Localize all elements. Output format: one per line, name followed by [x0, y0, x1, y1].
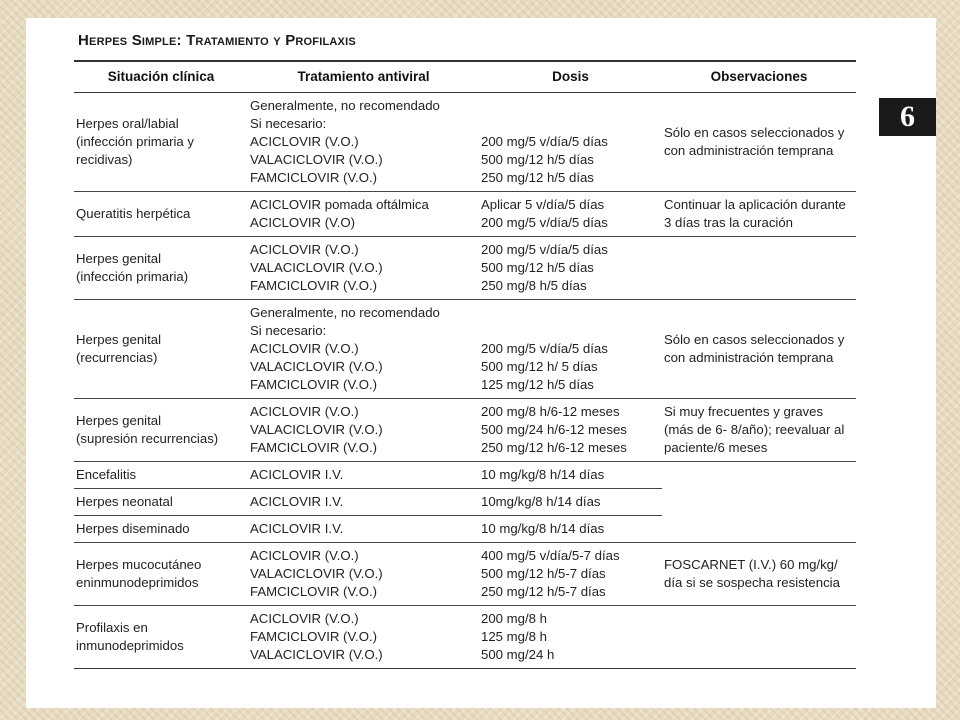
cell-line: FAMCICLOVIR (V.O.): [250, 278, 378, 293]
table-row: [74, 606, 856, 669]
cell-dosis: [479, 462, 662, 489]
cell-line: 200 mg/8 h/6-12 meses: [481, 404, 620, 419]
cell-line: ACICLOVIR I.V.: [250, 494, 344, 509]
cell-line: ACICLOVIR I.V.: [250, 467, 344, 482]
cell-line: Continuar la aplicación durante: [664, 197, 846, 212]
cell-line: día si se sospecha resistencia: [664, 575, 840, 590]
cell-line: eninmunodeprimidos: [76, 575, 199, 590]
table-row: [74, 462, 856, 489]
cell-line: Sólo en casos seleccionados y: [664, 125, 845, 140]
cell-line: 10 mg/kg/8 h/14 días: [481, 467, 605, 482]
cell-situacion: [74, 606, 248, 669]
cell-observaciones: [662, 237, 856, 300]
table-row: [74, 192, 856, 237]
document-title: Herpes Simple: Tratamiento y Profilaxis: [78, 32, 356, 49]
cell-line: 500 mg/24 h: [481, 647, 555, 662]
cell-line: 400 mg/5 v/día/5-7 días: [481, 548, 620, 563]
cell-line: ACICLOVIR pomada oftálmica: [250, 197, 429, 212]
cell-line: Herpes genital: [76, 251, 162, 266]
cell-dosis: [479, 543, 662, 606]
cell-line: 200 mg/5 v/día/5 días: [481, 341, 608, 356]
cell-tratamiento: [248, 399, 479, 462]
cell-line: Aplicar 5 v/día/5 días: [481, 197, 605, 212]
cell-line: Herpes diseminado: [76, 521, 190, 536]
cell-line: 200 mg/5 v/día/5 días: [481, 134, 608, 149]
cell-line: Herpes neonatal: [76, 494, 173, 509]
cell-line: Si necesario:: [250, 116, 327, 131]
cell-line: Sólo en casos seleccionados y: [664, 332, 845, 347]
table-header-row: [74, 61, 856, 93]
cell-situacion: [74, 237, 248, 300]
cell-line: Herpes mucocutáneo: [76, 557, 202, 572]
cell-observaciones: [662, 462, 856, 489]
cell-situacion: [74, 543, 248, 606]
cell-line: 3 días tras la curación: [664, 215, 794, 230]
cell-line: recidivas): [76, 152, 133, 167]
cell-situacion: [74, 489, 248, 516]
cell-line: Profilaxis en: [76, 620, 148, 635]
cell-line: 250 mg/12 h/5-7 días: [481, 584, 606, 599]
cell-observaciones: [662, 399, 856, 462]
table-row: [74, 237, 856, 300]
cell-line: [481, 115, 660, 133]
cell-line: [481, 304, 660, 322]
cell-line: VALACICLOVIR (V.O.): [250, 152, 383, 167]
cell-line: ACICLOVIR (V.O.): [250, 404, 359, 419]
cell-line: Queratitis herpética: [76, 206, 191, 221]
cell-line: Encefalitis: [76, 467, 137, 482]
cell-line: Si necesario:: [250, 323, 327, 338]
cell-line: 200 mg/5 v/día/5 días: [481, 242, 608, 257]
cell-observaciones: [662, 606, 856, 669]
cell-observaciones: [662, 489, 856, 516]
cell-dosis: [479, 93, 662, 192]
cell-line: FAMCICLOVIR (V.O.): [250, 584, 378, 599]
cell-line: 10mg/kg/8 h/14 días: [481, 494, 601, 509]
cell-observaciones: [662, 93, 856, 192]
cell-tratamiento: [248, 543, 479, 606]
cell-line: ACICLOVIR (V.O.): [250, 341, 359, 356]
cell-tratamiento: [248, 300, 479, 399]
cell-dosis: [479, 606, 662, 669]
header-dosis: Dosis: [479, 61, 662, 93]
cell-line: VALACICLOVIR (V.O.): [250, 359, 383, 374]
cell-line: ACICLOVIR (V.O.): [250, 611, 359, 626]
cell-line: (más de 6- 8/año); reevaluar al: [664, 422, 845, 437]
cell-dosis: [479, 237, 662, 300]
cell-situacion: [74, 462, 248, 489]
cell-tratamiento: [248, 489, 479, 516]
table-row: [74, 543, 856, 606]
cell-dosis: [479, 489, 662, 516]
header-observaciones: Observaciones: [662, 61, 856, 93]
cell-line: 125 mg/12 h/5 días: [481, 377, 594, 392]
cell-line: ACICLOVIR (V.O.): [250, 242, 359, 257]
cell-line: (recurrencias): [76, 350, 158, 365]
cell-dosis: [479, 192, 662, 237]
cell-line: 250 mg/12 h/5 días: [481, 170, 594, 185]
cell-line: Generalmente, no recomendado: [250, 305, 440, 320]
cell-line: FOSCARNET (I.V.) 60 mg/kg/: [664, 557, 838, 572]
cell-line: 200 mg/5 v/día/5 días: [481, 215, 608, 230]
cell-line: [481, 97, 660, 115]
cell-line: VALACICLOVIR (V.O.): [250, 566, 383, 581]
document-page: [26, 18, 936, 708]
chapter-number-badge: 6: [879, 98, 936, 136]
table-row: [74, 93, 856, 192]
cell-tratamiento: [248, 93, 479, 192]
cell-line: 250 mg/12 h/6-12 meses: [481, 440, 627, 455]
cell-line: 125 mg/8 h: [481, 629, 547, 644]
cell-line: (supresión recurrencias): [76, 431, 219, 446]
table-row: [74, 399, 856, 462]
cell-line: Herpes oral/labial: [76, 116, 179, 131]
cell-line: 500 mg/12 h/5 días: [481, 152, 594, 167]
cell-line: (infección primaria): [76, 269, 189, 284]
cell-dosis: [479, 399, 662, 462]
cell-tratamiento: [248, 516, 479, 543]
header-situacion: Situación clínica: [74, 61, 248, 93]
cell-line: FAMCICLOVIR (V.O.): [250, 377, 378, 392]
cell-situacion: [74, 192, 248, 237]
cell-line: ACICLOVIR I.V.: [250, 521, 344, 536]
cell-line: 200 mg/8 h: [481, 611, 547, 626]
cell-line: paciente/6 meses: [664, 440, 768, 455]
cell-observaciones: [662, 192, 856, 237]
treatment-table: [74, 60, 856, 669]
cell-tratamiento: [248, 606, 479, 669]
cell-line: 250 mg/8 h/5 días: [481, 278, 587, 293]
cell-tratamiento: [248, 462, 479, 489]
cell-line: Herpes genital: [76, 413, 162, 428]
cell-line: VALACICLOVIR (V.O.): [250, 647, 383, 662]
table-row: [74, 300, 856, 399]
cell-line: ACICLOVIR (V.O.): [250, 134, 359, 149]
cell-line: VALACICLOVIR (V.O.): [250, 260, 383, 275]
cell-observaciones: [662, 516, 856, 543]
cell-line: FAMCICLOVIR (V.O.): [250, 440, 378, 455]
cell-line: inmunodeprimidos: [76, 638, 184, 653]
cell-line: 10 mg/kg/8 h/14 días: [481, 521, 605, 536]
table-row: [74, 516, 856, 543]
cell-observaciones: [662, 300, 856, 399]
cell-line: FAMCICLOVIR (V.O.): [250, 629, 378, 644]
cell-line: ACICLOVIR (V.O): [250, 215, 356, 230]
cell-line: 500 mg/12 h/5-7 días: [481, 566, 606, 581]
cell-line: VALACICLOVIR (V.O.): [250, 422, 383, 437]
cell-dosis: [479, 516, 662, 543]
cell-line: con administración temprana: [664, 350, 834, 365]
cell-line: Si muy frecuentes y graves: [664, 404, 824, 419]
header-tratamiento: Tratamiento antiviral: [248, 61, 479, 93]
table-row: [74, 489, 856, 516]
cell-line: Generalmente, no recomendado: [250, 98, 440, 113]
cell-observaciones: [662, 543, 856, 606]
cell-line: 500 mg/24 h/6-12 meses: [481, 422, 627, 437]
cell-situacion: [74, 93, 248, 192]
cell-situacion: [74, 300, 248, 399]
cell-line: 500 mg/12 h/5 días: [481, 260, 594, 275]
cell-line: (infección primaria y: [76, 134, 194, 149]
cell-line: con administración temprana: [664, 143, 834, 158]
cell-dosis: [479, 300, 662, 399]
cell-situacion: [74, 516, 248, 543]
cell-line: 500 mg/12 h/ 5 días: [481, 359, 598, 374]
cell-tratamiento: [248, 237, 479, 300]
cell-line: ACICLOVIR (V.O.): [250, 548, 359, 563]
cell-situacion: [74, 399, 248, 462]
cell-line: FAMCICLOVIR (V.O.): [250, 170, 378, 185]
cell-line: [481, 322, 660, 340]
cell-tratamiento: [248, 192, 479, 237]
cell-line: Herpes genital: [76, 332, 162, 347]
